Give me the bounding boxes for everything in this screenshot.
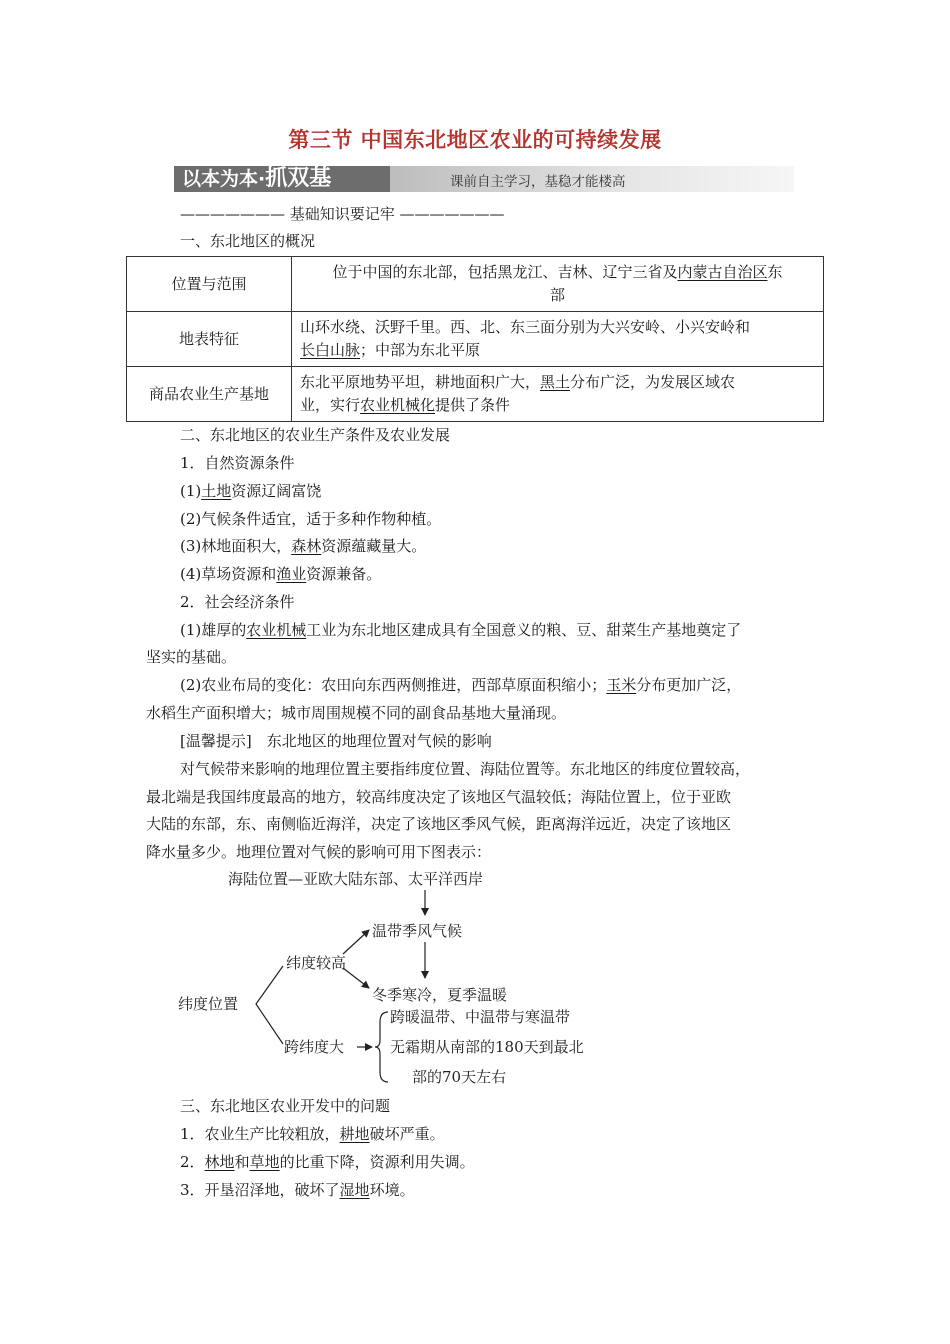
text: ；中部为东北平原: [360, 341, 481, 359]
table-row: [127, 257, 824, 312]
text: (2)农业布局的变化：农田向东西两侧推进，西部草原面积缩小；: [180, 676, 607, 694]
s2-item: [180, 481, 321, 501]
section-banner: [174, 166, 794, 192]
s2-sub1: 1．自然资源条件: [180, 454, 295, 472]
row-line: [300, 371, 815, 394]
brace: [375, 1012, 388, 1082]
s2-item-cont: 水稻生产面积增大；城市周围规模不同的副食品基地大量涌现。: [146, 704, 567, 722]
text: 资源辽阔富饶: [231, 482, 322, 500]
section-header: ——————— 基础知识要记牢 ———————: [180, 205, 505, 223]
row-label: 地表特征: [127, 312, 292, 367]
answer-text: 长白山脉: [300, 341, 361, 359]
answer-text: 林地: [204, 1153, 235, 1171]
branch-latitude: [256, 966, 283, 1044]
label-monsoon: 温带季风气候: [372, 922, 463, 940]
row-line: 山环水绕、沃野千里。西、北、东三面分别为大兴安岭、小兴安岭和: [300, 318, 751, 336]
s2-item: [180, 620, 741, 640]
text: 工业为东北地区建成具有全国意义的粮、豆、甜菜生产基地奠定了: [306, 621, 742, 639]
s3-item: [180, 1124, 445, 1144]
banner-tag-emphasis: 抓双基: [265, 166, 332, 191]
s2-heading: 二、东北地区的农业生产条件及农业发展: [180, 426, 451, 444]
overview-table: [126, 256, 824, 422]
s3-item: [180, 1152, 475, 1172]
arrow-to-monsoon: [343, 930, 369, 954]
label-sea-land: 海陆位置—亚欧大陆东部、太平洋西岸: [228, 870, 484, 888]
answer-text: 黑土: [540, 373, 571, 391]
s2-item: (2)气候条件适宜，适于多种作物种植。: [180, 510, 442, 528]
label-frost-1: 无霜期从南部的180天到最北: [390, 1038, 584, 1056]
banner-subtitle: 课前自主学习，基稳才能楼高: [450, 174, 626, 190]
label-frost-2: 部的70天左右: [412, 1068, 507, 1086]
answer-text: 渔业: [276, 565, 307, 583]
answer-text: 农业机械化: [360, 396, 436, 414]
label-latitude: 纬度位置: [178, 995, 239, 1013]
text: 的比重下降，资源利用失调。: [279, 1153, 475, 1171]
s1-heading: 一、东北地区的概况: [180, 232, 316, 250]
s2-sub2: 2．社会经济条件: [180, 593, 295, 611]
text: 业，实行: [300, 396, 361, 414]
table-row: [127, 367, 824, 422]
s3-heading: 三、东北地区农业开发中的问题: [180, 1097, 391, 1115]
text: 东: [767, 263, 783, 281]
text: 破坏严重。: [369, 1125, 445, 1143]
table-row: [127, 312, 824, 367]
text: 1．农业生产比较粗放，: [180, 1125, 340, 1143]
answer-text: 农业机械: [246, 621, 307, 639]
text: (4)草场资源和: [180, 565, 277, 583]
text: 提供了条件: [435, 396, 511, 414]
row-content: [292, 367, 824, 422]
row-label: 商品农业生产基地: [127, 367, 292, 422]
s2-item: [180, 536, 426, 556]
answer-text: 湿地: [339, 1181, 370, 1199]
text: (1)雄厚的: [180, 621, 247, 639]
text: 分布广泛，为发展区域农: [570, 373, 736, 391]
tip-line: 最北端是我国纬度最高的地方，较高纬度决定了该地区气温较低；海陆位置上，位于亚欧: [146, 788, 732, 806]
tip-heading: [温馨提示] 东北地区的地理位置对气候的影响: [180, 732, 492, 750]
text: 和: [234, 1153, 250, 1171]
tip-line: 对气候带来影响的地理位置主要指纬度位置、海陆位置等。东北地区的纬度位置较高，: [180, 760, 751, 778]
text: 资源兼备。: [306, 565, 382, 583]
answer-text: 土地: [201, 482, 232, 500]
banner-tag: [174, 166, 390, 192]
row-line: [300, 394, 815, 417]
answer-text: 草地: [249, 1153, 280, 1171]
tip-line: 大陆的东部，东、南侧临近海洋，决定了该地区季风气候，距离海洋远近，决定了该地区: [146, 815, 732, 833]
s3-item: [180, 1180, 415, 1200]
text: 分布更加广泛，: [636, 676, 742, 694]
row-label: 位置与范围: [127, 257, 292, 312]
row-line: [300, 261, 815, 284]
text: (1): [180, 482, 202, 500]
climate-diagram: [0, 860, 950, 1095]
answer-text: 内蒙古自治区: [677, 263, 768, 281]
row-content: [292, 312, 824, 367]
text: 2．: [180, 1153, 205, 1171]
s2-item: [180, 675, 741, 695]
row-content: [292, 257, 824, 312]
page-title: 第三节 中国东北地区农业的可持续发展: [288, 127, 662, 152]
text: 东北平原地势平坦，耕地面积广大，: [300, 373, 541, 391]
row-line: [300, 339, 815, 362]
answer-text: 森林: [291, 537, 322, 555]
label-high-latitude: 纬度较高: [286, 954, 347, 972]
s2-item-cont: 坚实的基础。: [146, 648, 237, 666]
banner-tag-prefix: 以本为本·: [182, 168, 266, 190]
text: 3．开垦沼泽地，破坏了: [180, 1181, 340, 1199]
text: (3)林地面积大，: [180, 537, 292, 555]
label-winter-summer: 冬季寒冷，夏季温暖: [372, 986, 508, 1004]
answer-text: 耕地: [339, 1125, 370, 1143]
s2-item: [180, 564, 381, 584]
answer-text: 玉米: [606, 676, 637, 694]
text: 环境。: [369, 1181, 415, 1199]
label-span-latitude: 跨纬度大: [284, 1038, 345, 1056]
arrow-to-seasons: [343, 968, 369, 988]
label-zones: 跨暖温带、中温带与寒温带: [390, 1008, 571, 1026]
tip-line: 降水量多少。地理位置对气候的影响可用下图表示：: [146, 843, 492, 861]
text: 资源蕴藏量大。: [321, 537, 427, 555]
row-line: 部: [549, 286, 565, 304]
text: 位于中国的东北部，包括黑龙江、吉林、辽宁三省及: [332, 263, 678, 281]
